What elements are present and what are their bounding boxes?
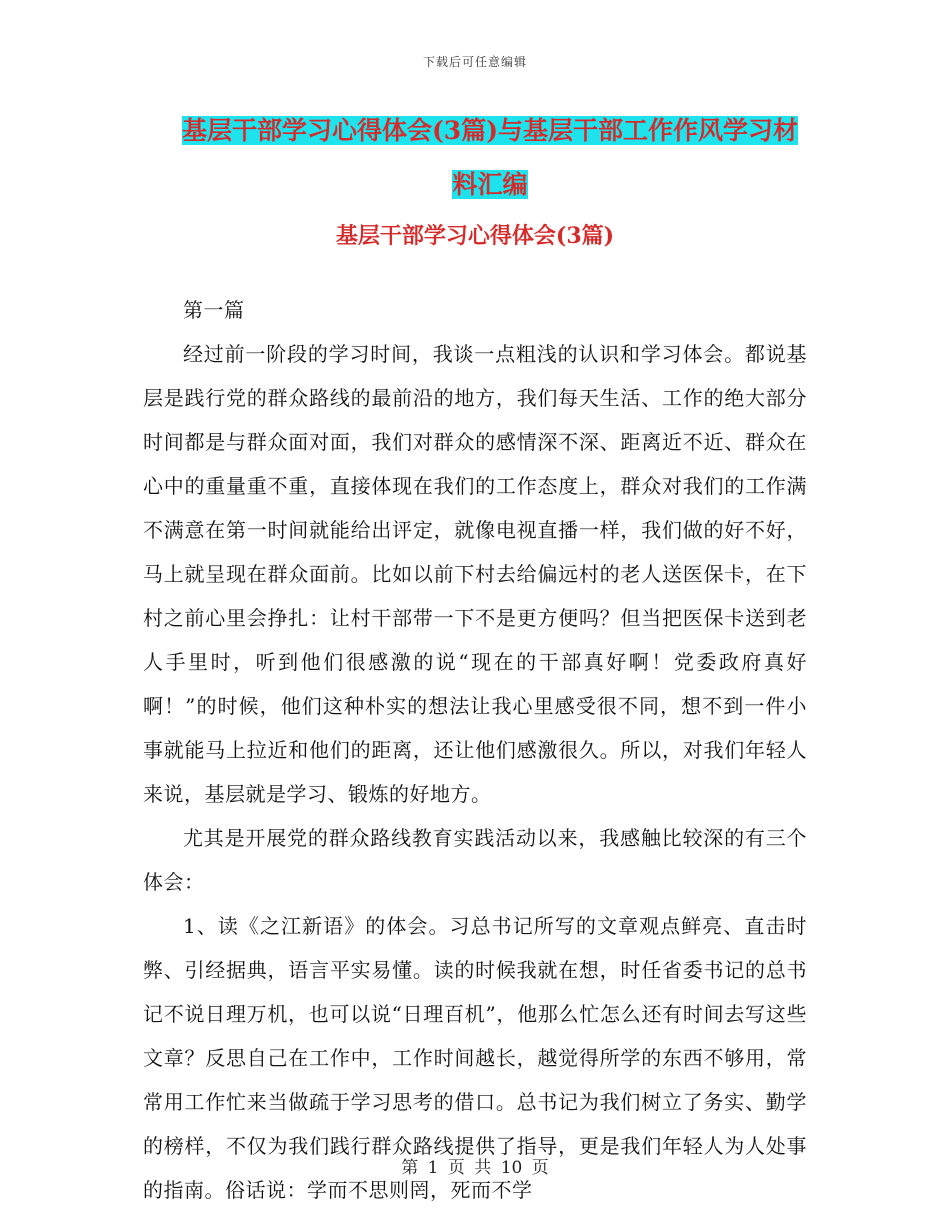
paragraph: 尤其是开展党的群众路线教育实践活动以来，我感触比较深的有三个体会： bbox=[143, 826, 807, 894]
paragraph-heading: 第一篇 bbox=[183, 298, 245, 322]
document-title bbox=[170, 104, 810, 212]
page-footer: 第 1 页 共 10 页 bbox=[401, 1158, 549, 1178]
document-title-text: 基层干部学习心得体会(3篇)与基层干部工作作风学习材料汇编 bbox=[181, 116, 799, 199]
paragraph: 经过前一阶段的学习时间，我谈一点粗浅的认识和学习体会。都说基层是践行党的群众路线的最前沿的地方，我们每天生活、工作的绝大部分时间都是与群众面对面，我们对群众的感情深不深、距离近不近、群众在心中的重量重不重，直接体现在我们的工作态度上，群众对我们的工作满不满意在第一时间就能给出评定，就像电视直播一样，我们做的好不好，马上就呈现在群众面前。比如以前下村去给偏远村的老人送医保卡，在下村之前心里会挣扎：让村干部带一下不是更方便吗？但当把医保卡送到老人手里时，听到他们很感激的说“现在的干部真好啊！党委政府真好啊！”的时候，他们这种朴实的想法让我心里感受很不同，想不到一件小事就能马上拉近和他们的距离，还让他们感激很久。所以，对我们年轻人来说，基层就是学习、锻炼的好地方。 bbox=[143, 342, 807, 806]
section-title: 基层干部学习心得体会(3篇) bbox=[335, 223, 615, 249]
document-body bbox=[143, 288, 807, 1212]
page-header-note: 下载后可任意编辑 bbox=[422, 55, 527, 69]
paragraph: 1、读《之江新语》的体会。习总书记所写的文章观点鲜亮、直击时弊、引经据典，语言平实易懂。读的时候我就在想，时任省委书记的总书记不说日理万机，也可以说“日理百机”，他那么忙怎么还有时间去写这些文章？反思自己在工作中，工作时间越长，越觉得所学的东西不够用，常常用工作忙来当做疏于学习思考的借口。总书记为我们树立了务实、勤学的榜样，不仅为我们践行群众路线提供了指导，更是我们年轻人为人处事的指南。俗话说：学而不思则罔，死而不学 bbox=[143, 914, 807, 1202]
